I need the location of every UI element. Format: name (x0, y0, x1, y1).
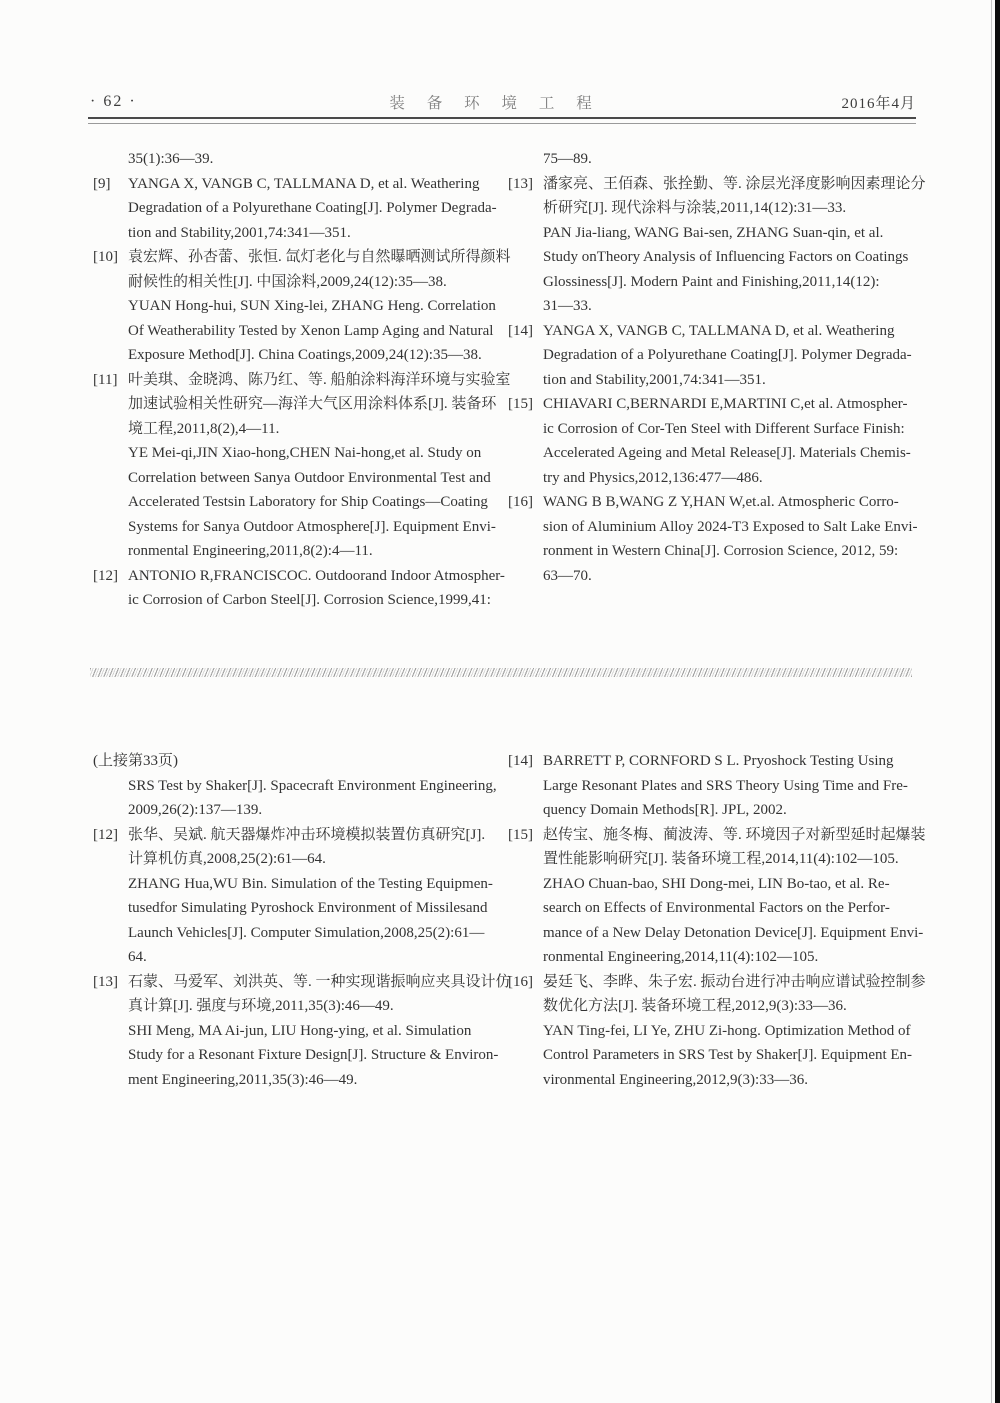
reference-block (508, 319, 910, 393)
reference-line: 35(1):36—39. (128, 151, 214, 167)
reference-line: 真计算[J]. 强度与环境,2011,35(3):46—49. (128, 998, 394, 1014)
reference-line: 赵传宝、施冬梅、蔺波涛、等. 环境因子对新型延时起爆装 (543, 826, 926, 843)
issue-date: 2016年4月 (841, 95, 916, 112)
reference-number: [15] (508, 826, 533, 843)
reference-line: tusedfor Simulating Pyroshock Environment of Missilesand (128, 900, 488, 916)
reference-number: [9] (93, 175, 111, 192)
reference-line: Accelerated Testsin Laboratory for Ship Coatings—Coating (128, 494, 488, 510)
reference-line: 袁宏辉、孙杏蕾、张恒. 氙灯老化与自然曝晒测试所得颜料 (128, 249, 511, 265)
reference-number: [16] (508, 973, 533, 990)
column-upper-right (508, 147, 926, 588)
reference-block (508, 1019, 913, 1093)
reference-block (93, 368, 511, 442)
page-header (90, 90, 916, 114)
column-lower-right (508, 749, 926, 1092)
reference-block (508, 490, 918, 588)
reference-block (93, 970, 511, 1019)
reference-block (93, 1019, 499, 1093)
reference-number: [10] (93, 249, 118, 265)
reference-line: 2009,26(2):137—139. (128, 802, 263, 818)
reference-line: ic Corrosion of Cor-Ten Steel with Different Surface Finish: (543, 420, 905, 437)
reference-line: 64. (128, 949, 147, 965)
reference-line: SRS Test by Shaker[J]. Spacecraft Environment Engineering, (128, 777, 497, 794)
scan-edge-bar (995, 0, 1000, 1403)
reference-line: YAN Ting-fei, LI Ye, ZHU Zi-hong. Optimization Method of (543, 1022, 911, 1039)
reference-block (93, 441, 496, 564)
reference-block (93, 823, 492, 872)
reference-line: tion and Stability,2001,74:341—351. (128, 224, 351, 241)
reference-block (93, 147, 492, 172)
reference-line: 置性能影响研究[J]. 装备环境工程,2014,11(4):102—105. (543, 851, 899, 867)
reference-line: Control Parameters in SRS Test by Shaker[J]. Equipment En- (543, 1047, 913, 1063)
header-rule (88, 117, 916, 124)
journal-title: 装 备 环 境 工 程 (389, 95, 601, 112)
reference-block (93, 774, 497, 823)
reference-block (93, 172, 497, 246)
reference-number: [14] (508, 322, 533, 339)
reference-line: YANGA X, VANGB C, TALLMANA D, et al. Weathering (543, 322, 895, 339)
reference-line: BARRETT P, CORNFORD S L. Pryoshock Testing Using (543, 753, 894, 769)
reference-line: 境工程,2011,8(2),4—11. (128, 420, 280, 437)
reference-line: Correlation between Sanya Outdoor Environmental Test and (128, 469, 491, 486)
reference-block (508, 221, 910, 319)
reference-line: 数优化方法[J]. 装备环境工程,2012,9(3):33—36. (543, 998, 847, 1014)
reference-line: sion of Aluminium Alloy 2024-T3 Exposed to Salt Lake Envi- (543, 518, 918, 535)
section-divider-ornament (90, 668, 912, 677)
reference-block (508, 749, 910, 823)
reference-line: ic Corrosion of Carbon Steel[J]. Corrosion Science,1999,41: (128, 592, 491, 608)
reference-line: YUAN Hong-hui, SUN Xing-lei, ZHANG Heng. Correlation (128, 298, 496, 314)
reference-line: PAN Jia-liang, WANG Bai-sen, ZHANG Suan-qin, et al. (543, 224, 884, 241)
reference-line: Launch Vehicles[J]. Computer Simulation,2008,25(2):61— (128, 924, 485, 941)
reference-number: [13] (508, 175, 533, 192)
reference-block (508, 872, 924, 970)
reference-line: Glossiness[J]. Modern Paint and Finishing,2011,14(12): (543, 273, 880, 290)
reference-block (93, 294, 496, 368)
reference-line: Systems for Sanya Outdoor Atmosphere[J]. Equipment Envi- (128, 518, 496, 535)
reference-block (93, 245, 511, 294)
page-number: · 62 · (90, 93, 137, 110)
reference-block (508, 823, 926, 872)
reference-block (508, 147, 910, 172)
reference-block (93, 564, 505, 613)
reference-number: [12] (93, 567, 118, 584)
reference-number: [13] (93, 973, 118, 990)
reference-line: 计算机仿真,2008,25(2):61—64. (128, 851, 326, 867)
reference-line: ronmental Engineering,2014,11(4):102—105. (543, 949, 819, 965)
reference-line: 晏廷飞、李晔、朱子宏. 振动台进行冲击响应谱试验控制参 (543, 973, 926, 990)
reference-line: vironmental Engineering,2012,9(3):33—36. (543, 1071, 808, 1088)
reference-line: tion and Stability,2001,74:341—351. (543, 371, 766, 388)
reference-block (508, 392, 910, 490)
reference-line: (上接第33页) (93, 753, 178, 769)
reference-number: [12] (93, 826, 118, 843)
reference-block (93, 749, 492, 774)
reference-line: Accelerated Ageing and Metal Release[J]. Materials Chemis- (543, 445, 911, 461)
reference-line: Study for a Resonant Fixture Design[J]. Structure & Environ- (128, 1047, 499, 1063)
reference-line: Degradation of a Polyurethane Coating[J]. Polymer Degrada- (543, 347, 912, 363)
reference-line: 耐候性的相关性[J]. 中国涂料,2009,24(12):35—38. (128, 273, 447, 290)
reference-block (508, 970, 926, 1019)
reference-line: ZHANG Hua,WU Bin. Simulation of the Testing Equipmen- (128, 875, 493, 892)
reference-line: Exposure Method[J]. China Coatings,2009,24(12):35—38. (128, 347, 482, 363)
reference-block (93, 872, 492, 970)
reference-number: [14] (508, 753, 533, 769)
reference-line: Study onTheory Analysis of Influencing Factors on Coatings (543, 249, 909, 265)
reference-line: 叶美琪、金晓鸿、陈乃红、等. 船舶涂料海洋环境与实验室 (128, 371, 511, 388)
reference-line: SHI Meng, MA Ai-jun, LIU Hong-ying, et al. Simulation (128, 1022, 472, 1039)
reference-line: Degradation of a Polyurethane Coating[J]. Polymer Degrada- (128, 200, 497, 216)
column-upper-left (93, 147, 511, 613)
reference-line: 75—89. (543, 151, 592, 167)
reference-line: Of Weatherability Tested by Xenon Lamp Aging and Natural (128, 322, 494, 339)
reference-line: YANGA X, VANGB C, TALLMANA D, et al. Weathering (128, 175, 480, 192)
reference-line: ronmental Engineering,2011,8(2):4—11. (128, 543, 373, 559)
reference-line: 63—70. (543, 567, 592, 584)
column-lower-left (93, 749, 511, 1092)
scan-edge-hairline (991, 0, 992, 1403)
reference-line: 张华、吴斌. 航天器爆炸冲击环境模拟装置仿真研究[J]. (128, 826, 486, 843)
reference-line: ZHAO Chuan-bao, SHI Dong-mei, LIN Bo-tao, et al. Re- (543, 875, 890, 892)
reference-line: CHIAVARI C,BERNARDI E,MARTINI C,et al. Atmospher- (543, 396, 908, 412)
reference-number: [11] (93, 371, 118, 388)
reference-line: 石蒙、马爱军、刘洪英、等. 一种实现谐振响应夹具设计仿 (128, 973, 511, 990)
reference-line: 31—33. (543, 298, 592, 314)
reference-line: try and Physics,2012,136:477—486. (543, 469, 763, 486)
reference-line: WANG B B,WANG Z Y,HAN W,et.al. Atmospheric Corro- (543, 494, 899, 510)
reference-line: ronment in Western China[J]. Corrosion Science, 2012, 59: (543, 543, 899, 559)
reference-line: Large Resonant Plates and SRS Theory Using Time and Fre- (543, 777, 908, 794)
reference-number: [16] (508, 494, 533, 510)
reference-line: 潘家亮、王佰森、张拴勤、等. 涂层光泽度影响因素理论分 (543, 175, 926, 192)
reference-line: 析研究[J]. 现代涂料与涂装,2011,14(12):31—33. (543, 200, 847, 216)
reference-line: quency Domain Methods[R]. JPL, 2002. (543, 802, 787, 818)
reference-number: [15] (508, 396, 533, 412)
reference-line: ment Engineering,2011,35(3):46—49. (128, 1071, 358, 1088)
reference-line: YE Mei-qi,JIN Xiao-hong,CHEN Nai-hong,et al. Study on (128, 445, 482, 461)
reference-line: ANTONIO R,FRANCISCOC. Outdoorand Indoor Atmospher- (128, 567, 505, 584)
reference-line: search on Effects of Environmental Factors on the Perfor- (543, 900, 890, 916)
reference-line: 加速试验相关性研究—海洋大气区用涂料体系[J]. 装备环 (128, 396, 497, 412)
reference-line: mance of a New Delay Detonation Device[J]. Equipment Envi- (543, 924, 924, 941)
reference-block (508, 172, 926, 221)
